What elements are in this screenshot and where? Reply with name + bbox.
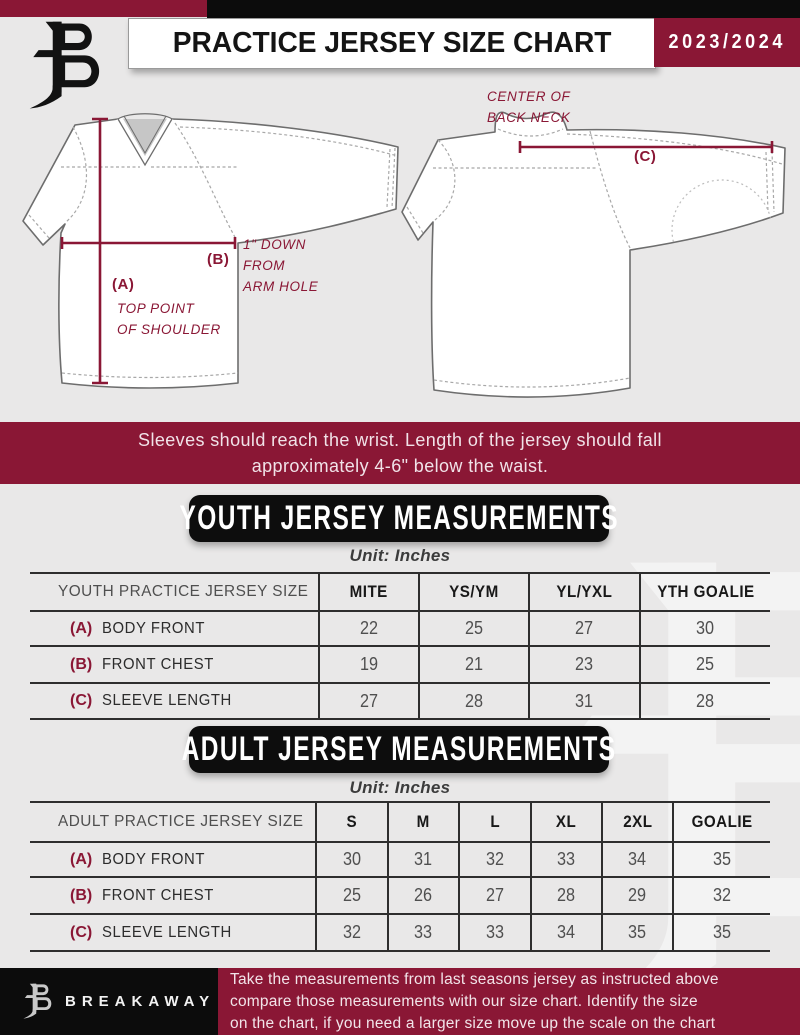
cell-value: 23 bbox=[575, 654, 594, 674]
adult-size-table bbox=[30, 801, 770, 952]
table-row bbox=[30, 612, 770, 647]
fit-note-line-1: Sleeves should reach the wrist. Length of the jersey should fall bbox=[138, 429, 662, 450]
table-row bbox=[30, 915, 770, 952]
column-header: YS/YM bbox=[449, 582, 499, 601]
cell-value: 33 bbox=[414, 922, 433, 942]
cell-value: 30 bbox=[696, 618, 715, 638]
row-label: SLEEVE LENGTH bbox=[102, 923, 233, 941]
adult-size-label: ADULT PRACTICE JERSEY SIZE bbox=[58, 813, 304, 830]
table-row bbox=[30, 684, 770, 720]
table-row bbox=[30, 878, 770, 915]
fit-note-banner bbox=[0, 422, 800, 484]
youth-size-label: YOUTH PRACTICE JERSEY SIZE bbox=[58, 583, 309, 600]
label-a: (A) bbox=[112, 276, 135, 293]
cell-value: 22 bbox=[359, 618, 379, 638]
cell-value: 25 bbox=[696, 654, 715, 674]
row-key: (B) bbox=[70, 655, 93, 673]
row-key: (C) bbox=[70, 923, 93, 941]
jersey-back-diagram bbox=[400, 100, 795, 415]
row-label: FRONT CHEST bbox=[102, 886, 215, 904]
youth-size-table bbox=[30, 572, 770, 720]
cell-value: 25 bbox=[342, 885, 362, 905]
cell-value: 34 bbox=[628, 849, 647, 869]
row-key: (A) bbox=[70, 619, 93, 637]
fit-note-line-2: approximately 4-6" below the waist. bbox=[251, 455, 549, 476]
adult-table-header-row bbox=[30, 803, 770, 843]
column-header: YTH GOALIE bbox=[656, 582, 755, 601]
note-center-of-back-neck: CENTER OF BACK NECK bbox=[487, 89, 571, 125]
footer-line-3: on the chart, if you need a larger size move up the scale on the chart bbox=[230, 1014, 716, 1032]
table-row bbox=[30, 843, 770, 878]
youth-table-header-row bbox=[30, 574, 770, 612]
cell-value: 28 bbox=[557, 885, 576, 905]
column-header: L bbox=[490, 812, 500, 831]
column-header: M bbox=[416, 812, 431, 831]
row-key: (B) bbox=[70, 886, 93, 904]
cell-value: 26 bbox=[414, 885, 433, 905]
column-header: MITE bbox=[349, 582, 389, 601]
row-label: BODY FRONT bbox=[102, 850, 206, 868]
note-top-point-of-shoulder: TOP POINT OF SHOULDER bbox=[117, 301, 221, 337]
cell-value: 35 bbox=[628, 922, 647, 942]
footer-brand-name: BREAKAWAY bbox=[65, 993, 216, 1010]
row-label: BODY FRONT bbox=[102, 619, 206, 637]
column-header: YL/YXL bbox=[556, 582, 613, 601]
cell-value: 35 bbox=[712, 849, 732, 869]
footer-instructions bbox=[218, 968, 800, 1035]
column-header: S bbox=[346, 812, 358, 831]
cell-value: 29 bbox=[628, 885, 647, 905]
cell-value: 32 bbox=[485, 849, 505, 869]
row-label: SLEEVE LENGTH bbox=[102, 692, 233, 709]
cell-value: 28 bbox=[696, 690, 715, 711]
cell-value: 33 bbox=[557, 849, 576, 869]
cell-value: 31 bbox=[414, 849, 433, 869]
cell-value: 27 bbox=[359, 690, 379, 711]
cell-value: 19 bbox=[359, 654, 379, 674]
label-c: (C) bbox=[634, 148, 657, 165]
breakaway-logo-icon bbox=[22, 983, 54, 1020]
top-strip-maroon bbox=[0, 0, 207, 17]
cell-value: 21 bbox=[464, 654, 484, 674]
youth-section-heading: YOUTH JERSEY MEASUREMENTS bbox=[189, 495, 609, 542]
title-box bbox=[128, 18, 656, 69]
footer-line-2: compare those measurements with our size chart. Identify the size bbox=[230, 992, 698, 1010]
cell-value: 27 bbox=[575, 618, 594, 638]
season-label: 2023/2024 bbox=[668, 31, 786, 53]
row-label: FRONT CHEST bbox=[102, 655, 215, 673]
table-row bbox=[30, 647, 770, 684]
row-key: (A) bbox=[70, 850, 93, 868]
cell-value: 32 bbox=[342, 922, 362, 942]
label-b: (B) bbox=[207, 251, 230, 268]
note-down-from-arm-hole: 1" DOWN FROM ARM HOLE bbox=[243, 237, 319, 294]
column-header: GOALIE bbox=[691, 812, 753, 831]
cell-value: 27 bbox=[485, 885, 505, 905]
column-header: 2XL bbox=[622, 812, 653, 831]
column-header: XL bbox=[556, 812, 577, 831]
page-title: PRACTICE JERSEY SIZE CHART bbox=[172, 27, 612, 59]
cell-value: 34 bbox=[557, 922, 576, 942]
youth-unit-label: Unit: Inches bbox=[349, 546, 451, 565]
cell-value: 33 bbox=[485, 922, 505, 942]
season-badge bbox=[654, 18, 800, 67]
cell-value: 25 bbox=[464, 618, 484, 638]
cell-value: 30 bbox=[342, 849, 362, 869]
adult-section-heading: ADULT JERSEY MEASUREMENTS bbox=[189, 726, 609, 773]
cell-value: 32 bbox=[712, 885, 732, 905]
cell-value: 31 bbox=[575, 690, 594, 711]
footer-line-1: Take the measurements from last seasons jersey as instructed above bbox=[230, 970, 719, 988]
top-strip-black bbox=[207, 0, 800, 18]
breakaway-logo-icon bbox=[26, 20, 106, 112]
cell-value: 35 bbox=[712, 922, 732, 942]
cell-value: 28 bbox=[464, 690, 484, 711]
adult-unit-label: Unit: Inches bbox=[349, 778, 451, 797]
row-key: (C) bbox=[70, 692, 93, 709]
footer-brand-block bbox=[0, 968, 218, 1035]
